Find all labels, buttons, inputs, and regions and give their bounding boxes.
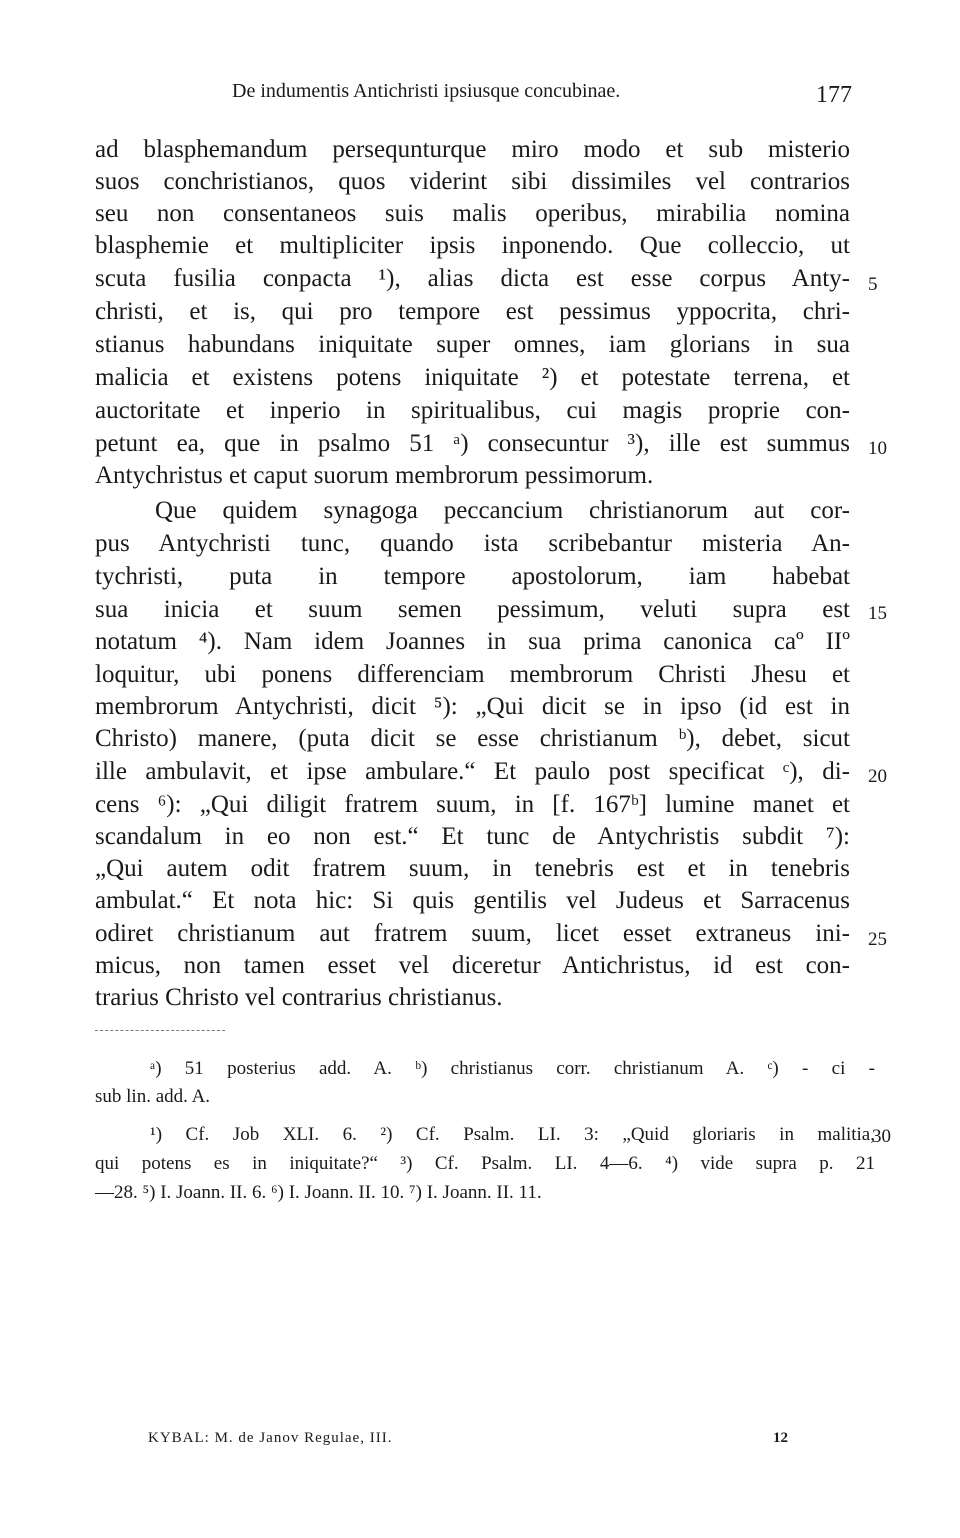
source-note: —28. ⁵) I. Joann. II. 6. ⁶) I. Joann. II. 10. ⁷) I. Joann. II. 11. bbox=[95, 1182, 542, 1203]
printer-signature: KYBAL: M. de Janov Regulae, III. bbox=[148, 1430, 393, 1446]
line-number: 30 bbox=[872, 1126, 891, 1147]
text-line: suos conchristianos, quos viderint sibi dissimiles vel contrarios bbox=[95, 168, 850, 195]
line-number: 20 bbox=[868, 766, 887, 787]
text-line: christi, et is, qui pro tempore est pessimus yppocrita, chri- bbox=[95, 298, 850, 325]
text-line: membrorum Antychristi, dicit ⁵): „Qui dicit se in ipso (id est in bbox=[95, 693, 850, 720]
running-header bbox=[232, 80, 852, 120]
line-number: 5 bbox=[868, 274, 878, 295]
textual-note: ᵃ) 51 posterius add. A. ᵇ) christianus corr. christianum A. ᶜ) - ci - bbox=[150, 1058, 875, 1079]
footnote-separator bbox=[95, 1030, 225, 1031]
text-line: ambulat.“ Et nota hic: Si quis gentilis vel Judeus et Sarracenus bbox=[95, 887, 850, 914]
line-number: 15 bbox=[868, 603, 887, 624]
header-title: De indumentis Antichristi ipsiusque concubinae. bbox=[232, 80, 621, 102]
text-line: cens ⁶): „Qui diligit fratrem suum, in [f. 167ᵇ] lumine manet et bbox=[95, 791, 850, 818]
sheet-number: 12 bbox=[773, 1430, 788, 1446]
text-line: loquitur, ubi ponens differenciam membrorum Christi Jhesu et bbox=[95, 661, 850, 688]
text-line: Antychristus et caput suorum membrorum pessimorum. bbox=[95, 462, 654, 489]
text-line: notatum ⁴). Nam idem Joannes in sua prima canonica caº IIº bbox=[95, 628, 850, 655]
text-line: ille ambulavit, et ipse ambulare.“ Et paulo post specificat ᶜ), di- bbox=[95, 758, 850, 785]
text-line: Que quidem synagoga peccancium christianorum aut cor- bbox=[155, 497, 850, 524]
text-line: micus, non tamen esset vel diceretur Antichristus, id est con- bbox=[95, 952, 850, 979]
text-line: odiret christianum aut fratrem suum, licet esset extraneus ini- bbox=[95, 920, 850, 947]
text-line: scandalum in eo non est.“ Et tunc de Antychristis subdit ⁷): bbox=[95, 823, 850, 850]
textual-note: sub lin. add. A. bbox=[95, 1086, 211, 1107]
text-line: blasphemie et multipliciter ipsis inponendo. Que colleccio, ut bbox=[95, 232, 850, 259]
text-line: petunt ea, que in psalmo 51 ᵃ) consecuntur ³), ille est summus bbox=[95, 430, 850, 457]
text-line: ad blasphemandum persequnturque miro modo et sub misterio bbox=[95, 136, 850, 163]
page-number: 177 bbox=[816, 82, 852, 108]
line-number: 10 bbox=[868, 438, 887, 459]
line-number: 25 bbox=[868, 929, 887, 950]
text-line: pus Antychristi tunc, quando ista scribebantur misteria An- bbox=[95, 530, 850, 557]
source-note: qui potens es in iniquitate?“ ³) Cf. Psalm. LI. 4—6. ⁴) vide supra p. 21 bbox=[95, 1153, 875, 1174]
text-line: auctoritate et inperio in spiritualibus, cui magis proprie con- bbox=[95, 397, 850, 424]
text-line: scuta fusilia conpacta ¹), alias dicta est esse corpus Anty- bbox=[95, 265, 850, 292]
text-line: Christo) manere, (puta dicit se esse christianum ᵇ), debet, sicut bbox=[95, 725, 850, 752]
text-line: tychristi, puta in tempore apostolorum, iam habebat bbox=[95, 563, 850, 590]
text-line: sua inicia et suum semen pessimum, veluti supra est bbox=[95, 596, 850, 623]
source-note: ¹) Cf. Job XLI. 6. ²) Cf. Psalm. LI. 3: „Quid gloriaris in malitia, bbox=[150, 1124, 875, 1145]
text-line: seu non consentaneos suis malis operibus, mirabilia nomina bbox=[95, 200, 850, 227]
text-line: malicia et existens potens iniquitate ²) et potestate terrena, et bbox=[95, 364, 850, 391]
text-line: „Qui autem odit fratrem suum, in tenebris est et in tenebris bbox=[95, 855, 850, 882]
text-line: trarius Christo vel contrarius christianus. bbox=[95, 984, 503, 1011]
text-line: stianus habundans iniquitate super omnes, iam glorians in sua bbox=[95, 331, 850, 358]
